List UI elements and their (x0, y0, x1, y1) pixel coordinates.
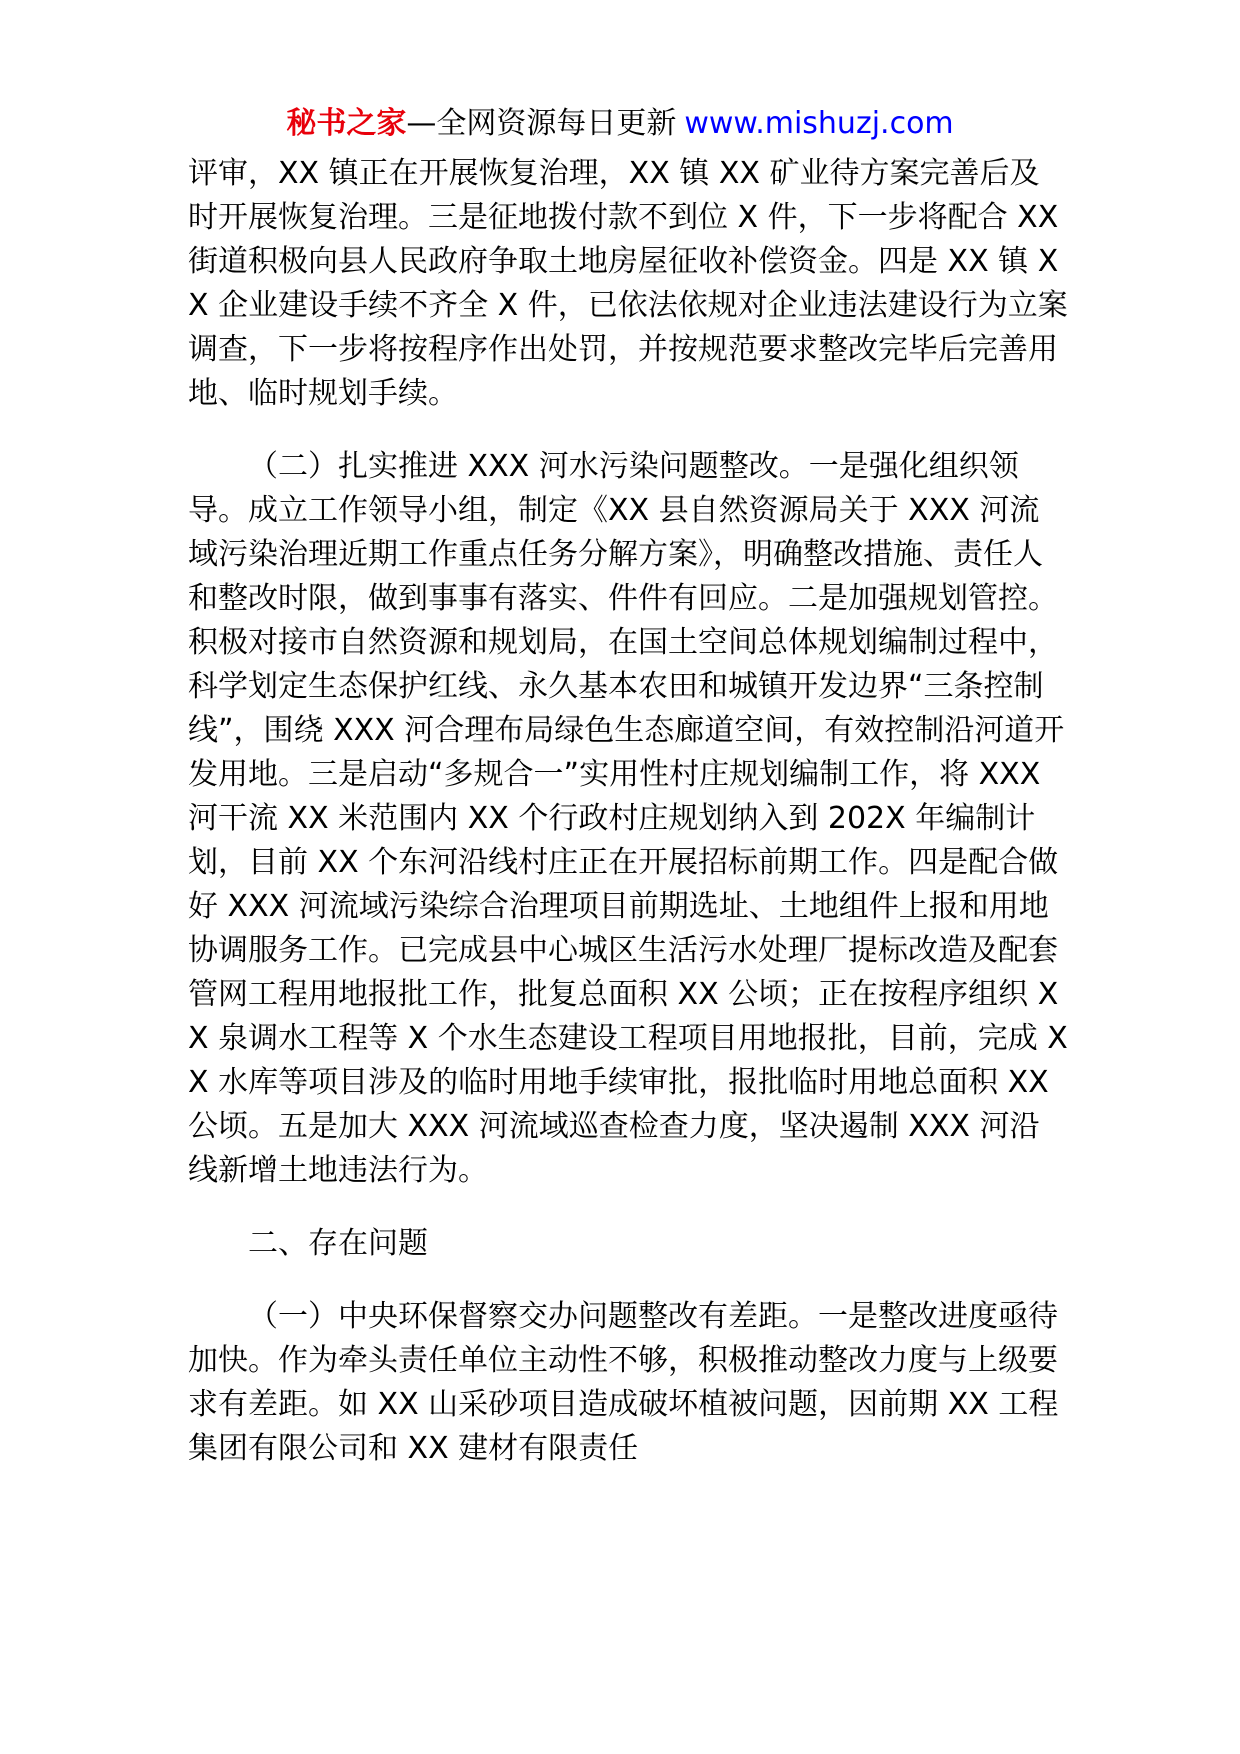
header-brand: 秘书之家 (286, 106, 407, 141)
header-tagline: —全网资源每日更新 (406, 106, 677, 141)
paragraph-section-one-gap: （一）中央环保督察交办问题整改有差距。一是整改进度亟待加快。作为牵头责任单位主动性不够，积极推动整改力度与上级要求有差距。如 XX 山采砂项目造成破坏植被问题，因前期 XX 工程集团有限公司和 XX 建材有限责任 (188, 1299, 1059, 1466)
document-body (188, 152, 1068, 1471)
section-heading-problems: 二、存在问题 (248, 1226, 428, 1261)
page-header (0, 104, 1240, 144)
paragraph-continuation: 评审，XX 镇正在开展恢复治理，XX 镇 XX 矿业待方案完善后及时开展恢复治理。三是征地拨付款不到位 X 件，下一步将配合 XX 街道积极向县人民政府争取土地房屋征收补偿资金。四是 XX 镇 XX 企业建设手续不齐全 X 件，已依法依规对企业违法建设行为立案调查，下一步将按程序作出处罚，并按规范要求整改完毕后完善用地、临时规划手续。 (188, 156, 1068, 411)
header-url-link[interactable]: www.mishuzj.com (684, 106, 954, 141)
paragraph-section-two-river: （二）扎实推进 XXX 河水污染问题整改。一是强化组织领导。成立工作领导小组，制定《XX 县自然资源局关于 XXX 河流域污染治理近期工作重点任务分解方案》，明确整改措施、责任人和整改时限，做到事事有落实、件件有回应。二是加强规划管控。积极对接市自然资源和规划局，在国土空间总体规划编制过程中，科学划定生态保护红线、永久基本农田和城镇开发边界“三条控制线”，围绕 XXX 河合理布局绿色生态廊道空间，有效控制沿河道开发用地。三是启动“多规合一”实用性村庄规划编制工作，将 XXX 河干流 XX 米范围内 XX 个行政村庄规划纳入到 202X 年编制计划，目前 XX 个东河沿线村庄正在开展招标前期工作。四是配合做好 XXX 河流域污染综合治理项目前期选址、土地组件上报和用地协调服务工作。已完成县中心城区生活污水处理厂提标改造及配套管网工程用地报批工作，批复总面积 XX 公顷；正在按程序组织 XX 泉调水工程等 X 个水生态建设工程项目用地报批，目前，完成 XX 水库等项目涉及的临时用地手续审批，报批临时用地总面积 XX 公顷。五是加大 XXX 河流域巡查检查力度，坚决遏制 XXX 河沿线新增土地违法行为。 (188, 449, 1068, 1188)
